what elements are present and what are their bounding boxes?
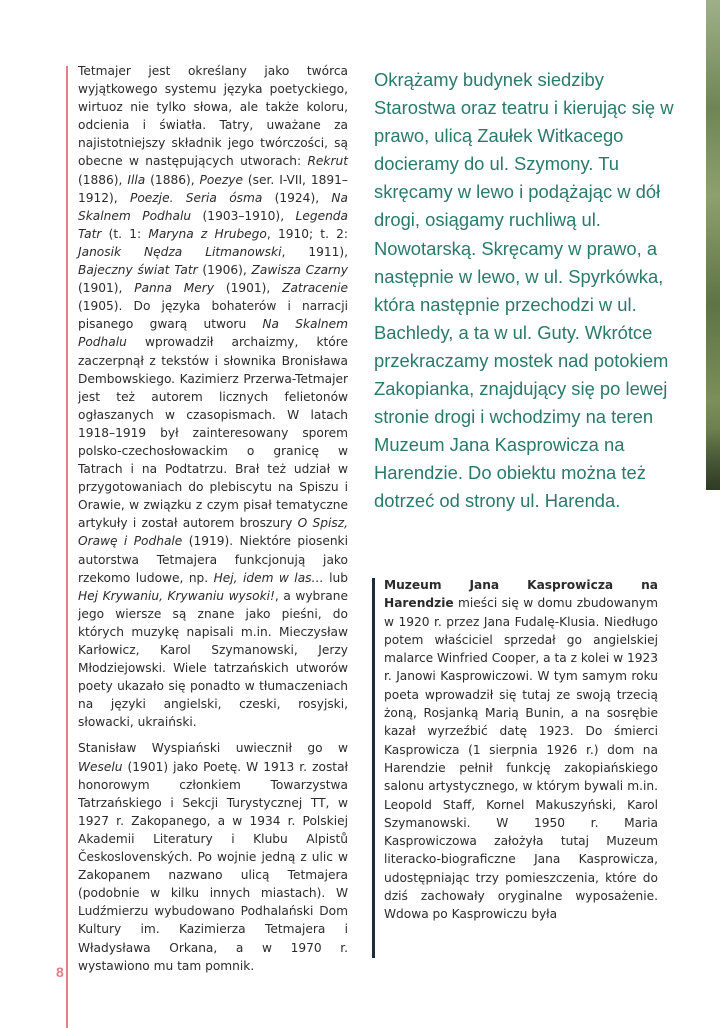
text-run: Tetmajer jest określany jako twórca wyjątkowego systemu języka poetyckiego, wirtuoz nie tylko słowa, ale także koloru, odcienia i światła. Tatry, uważane za najistotniejszy składnik jego twórczości, są obecne w następujących utworach: xyxy=(78,64,348,169)
museum-text: mieści się w domu zbudowanym w 1920 r. przez Jana Fudalę-Klusia. Niedługo potem właściciel sprzedał go angielskiej malarce Winfried Cooper, a ta z kolei w 1923 r. Janowi Kasprowiczowi. W tym samym roku poeta wprowadził się tutaj ze swoją trzecią żoną, Rosjanką Marią Bunin, a na sosrębie kazał wyrzeźbić datę 1923. Do śmierci Kasprowicza (1 sierpnia 1926 r.) dom na Harendzie pełnił funkcję zakopiańskiego salonu artystycznego, w którym bywali m.in. Leopold Staff, Kornel Makuszyński, Karol Szymanowski. W 1950 r. Maria Kasprowiczowa założyła tutaj Muzeum literacko-biograficzne Jana Kasprowicza, udostępniając trzy pomieszczenia, które do dziś zachowały oryginalne wyposażenie. Wdowa po Kasprowiczu była xyxy=(384,596,658,922)
page-number: 8 xyxy=(56,964,64,980)
italic-title: Legenda Tatr xyxy=(78,208,348,241)
text-run: (1924), xyxy=(262,190,332,205)
museum-paragraph xyxy=(384,576,658,924)
route-intro-text: Okrążamy budynek siedziby Starostwa oraz teatru i kierując się w prawo, ulicą Zaułek Witkacego docieramy do ul. Szymony. Tu skręcamy w lewo i podążając w dół drogi, osiągamy ruchliwą ul. Nowotarską. Skręcamy w prawo, a następnie w lewo, w ul. Spyrkówka, która następnie przechodzi w ul. Bachledy, a ta w ul. Guty. Wkrótce przekraczamy mostek nad potokiem Zakopianka, znajdujący się po lewej stronie drogi i wchodzimy na teren Muzeum Jana Kasprowicza na Harendzie. Do obiektu można też dotrzeć od strony ul. Harenda. xyxy=(374,69,674,512)
left-column-rule xyxy=(66,66,68,1028)
text-run: , a wybrane jego wiersze są znane jako pieśni, do których muzykę napisali m.in. Mieczysław Karłowicz, Karol Szymanowski, Jerzy Młodziejowski. Wiele tatrzańskich utworów poety ukazało się ponadto w tłumaczeniach na języki angielski, czeski, rosyjski, słowacki, ukraiński. xyxy=(78,588,348,730)
photo-edge xyxy=(706,0,720,490)
text-run: (ser. I-VII, 1891–1912), xyxy=(78,172,349,205)
paragraph-tetmajer-works xyxy=(78,62,348,731)
text-run: , 1911), xyxy=(281,244,348,259)
text-run: (1905). Do języka bohaterów i narracji pisanego gwarą utworu xyxy=(78,299,348,332)
italic-title: Bajeczny świat Tatr xyxy=(78,263,198,278)
text-run: (1901) jako Poetę. W 1913 r. został honorowym członkiem Towarzystwa Tatrzańskiego i Sekcji Turystycznej TT, w 1927 r. Zakopanego, a w 1934 r. Polskiej Akademii Literatury i Klubu Alpistů Československých. Po wojnie jedną z ulic w Zakopanem nazwano ulicą Tetmajera (podobnie w kilku innych miastach). W Ludźmierzu wybudowano Podhalański Dom Kultury im. Kazimierza Tetmajera i Władysława Orkana, a w 1970 r. wystawiono mu tam pomnik. xyxy=(78,759,348,973)
italic-title: O Spisz, Orawę i Podhale xyxy=(78,516,348,549)
text-run: (1886), xyxy=(78,172,128,187)
text-run: lub xyxy=(323,570,348,585)
text-run: (1903–1910), xyxy=(191,208,296,223)
left-column xyxy=(78,62,348,983)
text-run: Stanisław Wyspiański uwiecznił go w xyxy=(78,741,348,756)
text-run: (1886), xyxy=(145,172,200,187)
italic-title: Zatracenie xyxy=(282,281,348,296)
text-run: , 1910; t. 2: xyxy=(266,226,349,241)
text-run: (1919). Niektóre piosenki autorstwa Tetmajera funkcjonują jako rzekomo ludowe, np. xyxy=(78,534,348,585)
italic-title: Maryna z Hrubego xyxy=(148,226,267,241)
text-run: (1906), xyxy=(197,263,252,278)
right-column-rule xyxy=(372,578,375,958)
text-run: (1901), xyxy=(78,281,135,296)
italic-title: Na Skalnem Podhalu xyxy=(78,190,348,223)
italic-title: Illa xyxy=(127,172,146,187)
italic-title: Hej Krywaniu, Krywaniu wysoki! xyxy=(78,588,275,603)
text-run: (t. 1: xyxy=(101,226,149,241)
italic-title: Poezje. Seria ósma xyxy=(129,190,263,205)
paragraph-tetmajer-honours xyxy=(78,739,348,974)
museum-section xyxy=(384,576,658,924)
text-run: (1901), xyxy=(214,281,283,296)
italic-title: Zawisza Czarny xyxy=(251,263,348,278)
italic-title: Poezye xyxy=(199,172,243,187)
italic-title: Rekrut xyxy=(307,154,348,169)
italic-title: Na Skalnem Podhalu xyxy=(78,317,348,350)
italic-title: Janosik Nędza Litmanowski xyxy=(78,244,282,259)
text-run: wprowadził archaizmy, które zaczerpnął z tekstów i słownika Bronisława Dembowskiego. Kazimierz Przerwa-Tetmajer jest też autorem licznych felietonów ogłaszanych w czasopismach. W latach 1918–1919 był zainteresowany sporem polsko-czechosłowackim o granicę w Tatrach i na Podtatrzu. Brał też udział w przygotowaniach do plebiscytu na Spiszu i Orawie, w związku z czym pisał tematyczne artykuły i został autorem broszury xyxy=(78,335,348,531)
italic-title: Panna Mery xyxy=(134,281,215,296)
italic-title: Hej, idem w las… xyxy=(213,570,324,585)
italic-title: Weselu xyxy=(78,759,123,774)
museum-heading: Muzeum Jana Kasprowicza na Harendzie xyxy=(384,578,658,611)
route-intro xyxy=(374,66,674,516)
